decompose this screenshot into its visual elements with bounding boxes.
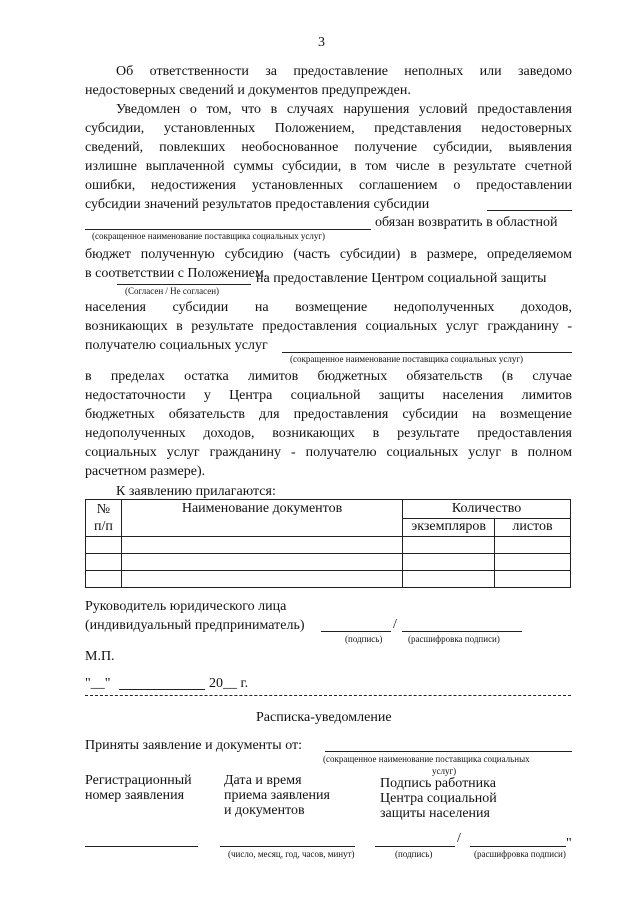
recipient-provider-field[interactable] [282,352,572,353]
date-month-field[interactable] [119,689,205,690]
receipt-provider-caption2: услуг) [432,766,457,776]
table-cell[interactable] [121,571,402,588]
col-sheets-header: листов [495,518,571,537]
table-row [86,554,571,571]
para3-line5: в пределах остатка лимитов бюджетных обязательств (в случае [85,369,572,384]
para3-line9: социальных услуг гражданину - получателю социальных услуг в полном [85,445,572,460]
col-copies-header: экземпляров [403,518,495,537]
para2-line9: в соответствии с Положением. [85,266,268,281]
date-year: 20__ г. [209,676,249,691]
table-cell[interactable] [495,571,571,588]
signature-line1: Руководитель юридического лица [85,599,287,614]
table-row [86,537,571,554]
para2-line6: субсидии значений результатов предоставления субсидии [85,197,430,212]
consent-caption: (Согласен / Не согласен) [125,286,220,296]
table-cell[interactable] [121,537,402,554]
date-open-quote: "__" [85,676,111,691]
para1-line1: Об ответственности за предоставление неполных или заведомо [116,64,572,79]
para3-line4: получателю социальных услуг [85,338,268,353]
col-num-label: № [96,502,111,517]
para3-line3: возникающих в результате предоставления социальных услуг гражданину - [85,319,572,334]
worker-decode-caption: (расшифровка подписи) [474,849,566,859]
para3-line8: недополученных доходов, возникающих в результате предоставления [85,426,572,441]
attachments-heading: К заявлению прилагаются: [116,484,276,499]
table-cell[interactable] [86,571,122,588]
provider-name-field[interactable] [85,229,371,230]
table-cell[interactable] [86,537,122,554]
table-cell[interactable] [403,554,495,571]
para2-line3: сведений, повлекших необоснованное получение субсидии, выявления [85,140,572,155]
consent-field[interactable] [117,284,251,285]
receipt-slash: / [457,831,461,846]
receipt-accepted-label: Приняты заявление и документы от: [85,738,303,753]
cut-line [85,695,571,696]
datetime-label1: Дата и время [224,773,302,788]
reg-number-label2: номер заявления [85,788,185,803]
col-num-header [86,500,122,537]
signature-field[interactable] [321,631,391,632]
reg-number-label1: Регистрационный [85,773,192,788]
provider-name-caption: (сокращенное наименование поставщика социальных услуг) [92,231,326,241]
table-cell[interactable] [495,554,571,571]
stamp-label: М.П. [85,649,115,664]
receipt-end-quote: " [566,836,572,851]
col-qty-header: Количество [403,500,571,519]
table-cell[interactable] [403,537,495,554]
worker-decode-field[interactable] [470,846,566,847]
para2-line1: Уведомлен о том, что в случаях нарушения условий предоставления [116,102,572,117]
datetime-label2: приема заявления [224,788,330,803]
page-number: 3 [318,35,325,50]
para2-line7-tail: обязан возвратить в областной [375,215,558,230]
para2-line8: бюджет полученную субсидию (часть субсидии) в размере, определяемом [85,247,572,262]
signature-line2: (индивидуальный предприниматель) [85,618,305,633]
datetime-field[interactable] [220,846,355,847]
table-cell[interactable] [121,554,402,571]
decode-caption: (расшифровка подписи) [408,634,500,644]
para3-line7: бюджетных обязательств для предоставления субсидии на возмещение [85,407,572,422]
worker-sign-field[interactable] [375,846,455,847]
worker-sign-label3: защиты населения [380,806,490,821]
para1-line2: недостоверных сведений и документов предупрежден. [85,83,411,98]
col-name-header: Наименование документов [121,500,402,537]
worker-sign-label2: Центра социальной [380,791,497,806]
para3-line1-tail: на предоставление Центром социальной защиты [256,271,547,286]
para2-line5: ошибки, недостижения установленных соглашением о предоставлении [85,178,572,193]
col-num-label2: п/п [94,519,113,534]
signature-slash: / [393,617,397,632]
recipient-provider-caption: (сокращенное наименование поставщика социальных услуг) [290,354,524,364]
table-cell[interactable] [86,554,122,571]
para3-line10: расчетном размере). [85,464,206,479]
worker-sign-caption: (подпись) [395,849,433,859]
receipt-provider-caption1: (сокращенное наименование поставщика социальных [323,754,530,764]
attachments-table [85,499,571,588]
para2-line2: субсидии, установленных Положением, представления недостоверных [85,121,572,136]
signature-decode-field[interactable] [402,631,522,632]
table-row [86,571,571,588]
para3-line6: недостаточности у Центра социальной защиты населения лимитов [85,388,572,403]
table-cell[interactable] [495,537,571,554]
reg-number-field[interactable] [85,846,198,847]
para3-line2: населения субсидии на возмещение недополученных доходов, [85,300,572,315]
worker-sign-label1: Подпись работника [380,776,496,791]
para2-line4: излишне выплаченной суммы субсидии, в том числе в результате счетной [85,159,572,174]
table-header-row [86,500,571,519]
receipt-provider-field[interactable] [325,751,572,752]
signature-caption: (подпись) [345,634,383,644]
datetime-label3: и документов [224,803,305,818]
datetime-caption: (число, месяц, год, часов, минут) [228,849,355,859]
table-cell[interactable] [403,571,495,588]
result-value-field[interactable] [487,210,572,211]
receipt-title: Расписка-уведомление [256,710,392,725]
